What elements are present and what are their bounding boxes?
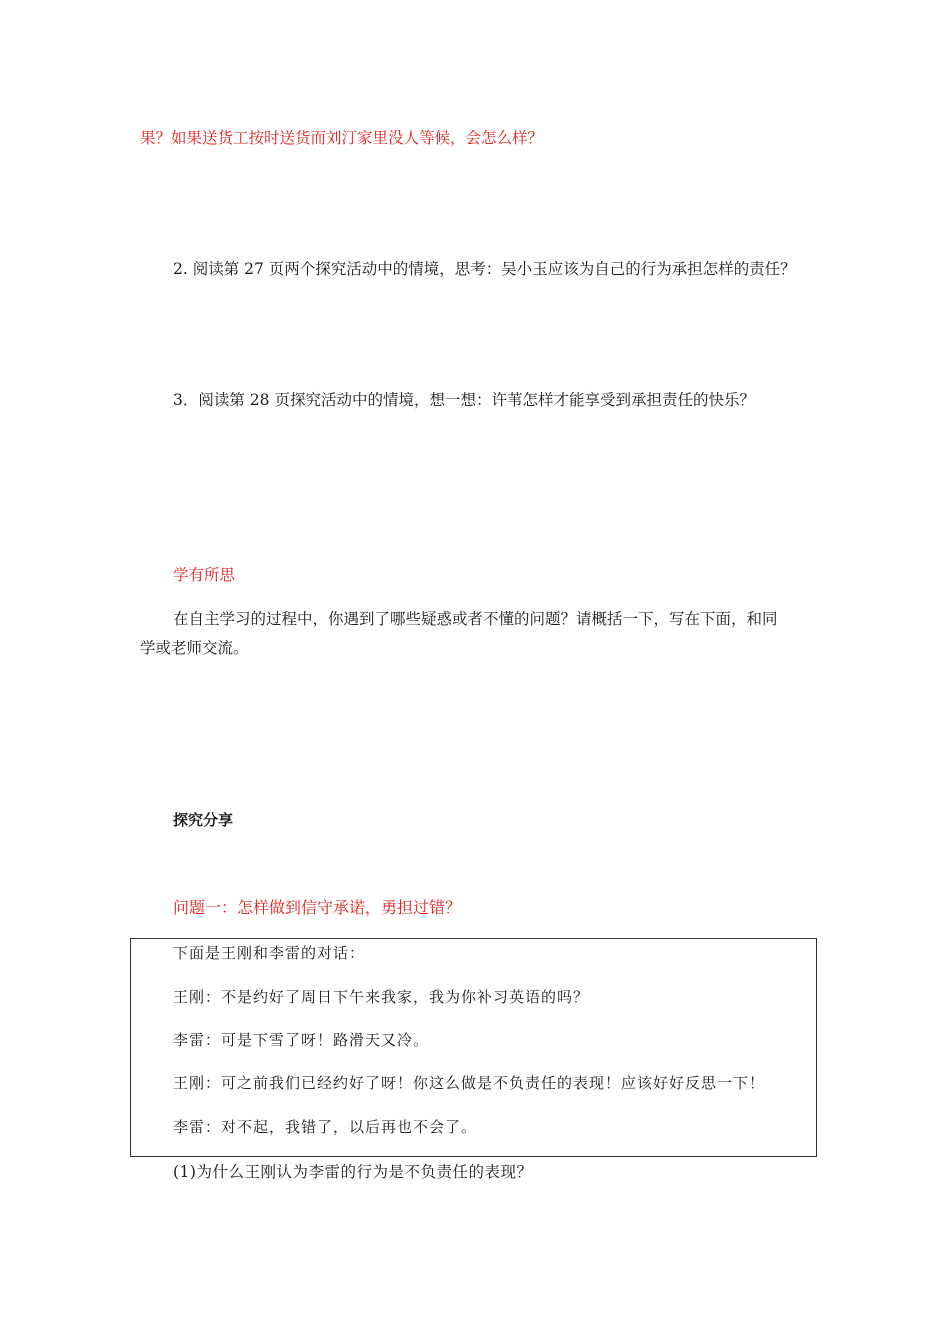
continued-question-text: 果？如果送货工按时送货而刘汀家里没人等候，会怎么样？ bbox=[140, 129, 544, 147]
issue-1-title: 问题一：怎样做到信守承诺，勇担过错？ bbox=[173, 898, 462, 917]
explore-share-heading: 探究分享 bbox=[173, 811, 234, 829]
dialogue-line: 李雷：可是下雪了呀！路滑天又冷。 bbox=[173, 1031, 430, 1049]
dialogue-box bbox=[130, 938, 817, 1157]
dialogue-line: 李雷：对不起，我错了，以后再也不会了。 bbox=[173, 1118, 478, 1136]
dialogue-intro: 下面是王刚和李雷的对话： bbox=[173, 944, 366, 962]
question-3: 3．阅读第 28 页探究活动中的情境，想一想：许苇怎样才能享受到承担责任的快乐？ bbox=[173, 391, 755, 409]
sub-question-1: (1)为什么王刚认为李雷的行为是不负责任的表现？ bbox=[173, 1163, 533, 1181]
question-2: 2. 阅读第 27 页两个探究活动中的情境，思考：吴小玉应该为自己的行为承担怎样的责任？ bbox=[173, 260, 796, 278]
reflection-paragraph-line-2: 学或老师交流。 bbox=[140, 639, 249, 657]
dialogue-line: 王刚：不是约好了周日下午来我家，我为你补习英语的吗？ bbox=[173, 988, 590, 1006]
reflection-heading: 学有所思 bbox=[173, 566, 236, 584]
dialogue-line: 王刚：可之前我们已经约好了呀！你这么做是不负责任的表现！应该好好反思一下！ bbox=[173, 1074, 766, 1092]
reflection-paragraph-line-1: 在自主学习的过程中，你遇到了哪些疑惑或者不懂的问题？请概括一下，写在下面，和同 bbox=[173, 610, 778, 628]
